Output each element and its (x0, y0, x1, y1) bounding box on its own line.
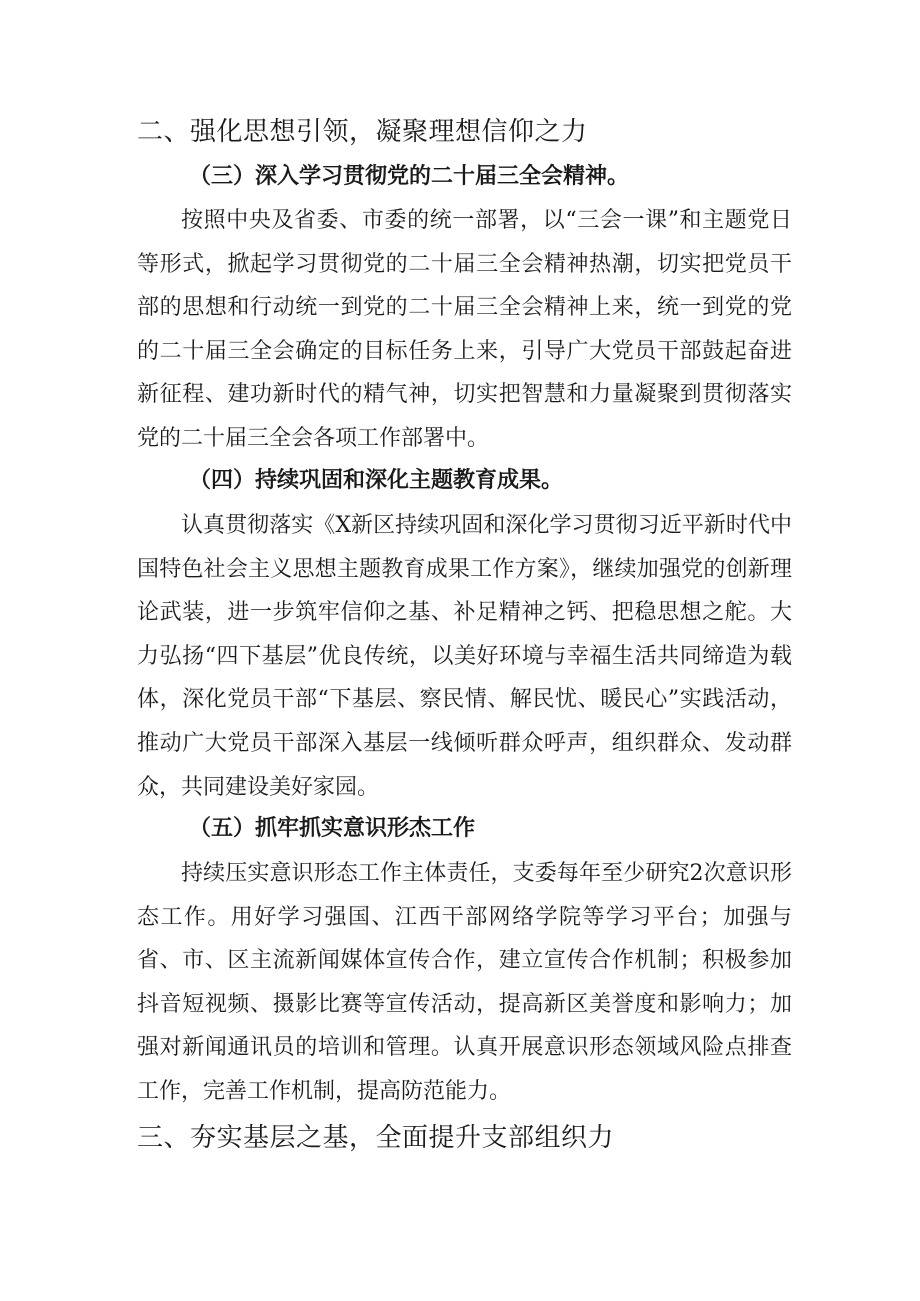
subsection-title-5: （五）抓牢抓实意识形杰工作 (189, 815, 476, 841)
section-heading-3: 三、夯实基层之基，全面提升支部组织力 (137, 1123, 615, 1153)
paragraph-body-4: 认真贯彻落实《X新区持续巩固和深化学习贯彻习近平新时代中国特色社会主义思想主题教育成果工作方案》，继续加强党的创新理论武装，进一步筑牢信仰之基、补足精神之钙、把稳思想之舵。大力弘扬“四下基层”优良传统，以美好环境与幸福生活共同缔造为载体，深化党员干部“下基层、察民情、解民忧、暖民心”实践活动，推动广大党员干部深入基层一线倾听群众呼声，组织群众、发动群众，共同建设美好家园。 (137, 513, 792, 800)
paragraph-body-5: 持续压实意识形态工作主体责任，支委每年至少研究2次意识形态工作。用好学习强国、江西干部网络学院等学习平台；加强与省、市、区主流新闻媒体宣传合作，建立宣传合作机制；积极参加抖音短视频、摄影比赛等宣传活动，提高新区美誉度和影响力；加强对新闻通讯员的培训和管理。认真开展意识形态领域风险点排查工作，完善工作机制，提高防范能力。 (137, 861, 792, 1104)
subsection-title-3: （三）深入学习贯彻党的二十届三全会精神。 (189, 163, 630, 189)
paragraph-body-3: 按照中央及省委、市委的统一部署，以“三会一课”和主题党日等形式，掀起学习贯彻党的二十届三全会精神热潮，切实把党员干部的思想和行动统一到党的二十届三全会精神上来，统一到党的党的二十届三全会确定的目标任务上来，引导广大党员干部鼓起奋进新征程、建功新时代的精气神，切实把智慧和力量凝聚到贯彻落实党的二十届三全会各项工作部署中。 (137, 208, 792, 451)
subsection-title-4: （四）持续巩固和深化主题教育成果。 (189, 467, 564, 493)
section-heading-2: 二、强化思想引领，凝聚理想信仰之力 (137, 117, 588, 147)
